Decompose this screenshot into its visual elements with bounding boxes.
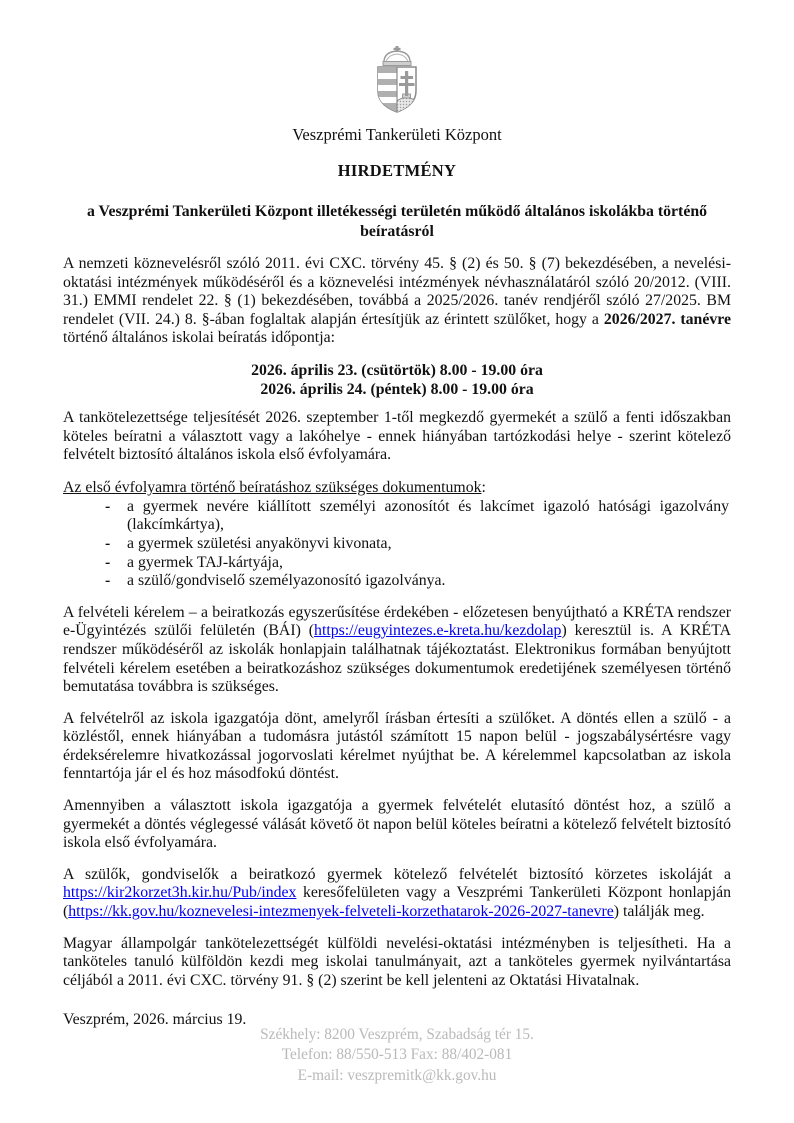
paragraph-kreta [63, 604, 731, 697]
paragraph-districts [63, 866, 731, 922]
hyperlink[interactable]: https://kk.gov.hu/koznevelesi-intezmenyek-felveteli-korzethatarok-2026-2027-tanevre [68, 903, 614, 921]
list-item-text: a szülő/gondviselő személyazonosító igazolványa. [127, 572, 446, 590]
hungarian-coat-of-arms-icon [366, 101, 428, 118]
dash-bullet: - [105, 572, 111, 590]
text-segment: A nemzeti köznevelésről szóló 2011. évi CXC. törvény 45. § (2) és 50. § (7) bekezdésében, a nevelési-oktatási intézmények működéséről és a köznevelési intézmények névhasználatáról szóló 20/2012. (VIII. 31.) EMMI rendelet 22. § (1) bekezdésében, továbbá a 2025/2026. tanév rendjéről szóló 27/2025. BM rendelet (VII. 24.) 8. §-ában foglaltak alapján értesítjük az érintett szülőket, hogy a [63, 255, 731, 328]
hyperlink[interactable]: https://kir2korzet3h.kir.hu/Pub/index [63, 884, 297, 902]
header-crest [63, 46, 731, 119]
list-item-text: a gyermek születési anyakönyvi kivonata, [127, 534, 392, 552]
list-item [63, 498, 731, 535]
paragraph-foreign: Magyar állampolgár tankötelezettségét külföldi nevelési-oktatási intézményben is teljesítheti. Ha a tanköteles tanuló külföldön kezdi meg iskolai tanulmányait, azt a tanköteles gyermek nyilvántartása céljából a 2011. évi CXC. törvény 91. § (2) szerint be kell jelenteni az Oktatási Hivatalnak. [63, 934, 731, 989]
text-segment: történő általános iskolai beíratás időpontja: [63, 329, 335, 347]
documents-heading-colon: : [481, 478, 486, 496]
doc-subtitle: a Veszprémi Tankerületi Központ illetékességi területén működő általános iskolákba történő beíratásról [86, 203, 708, 240]
text-segment: A szülők, gondviselők a beiratkozó gyermek kötelező felvételét biztosító körzetes iskoláját a [63, 865, 731, 883]
enrollment-dates [63, 361, 731, 400]
enrollment-date-1: 2026. április 23. (csütörtök) 8.00 - 19.00 óra [251, 361, 543, 379]
hyperlink[interactable]: https://eugyintezes.e-kreta.hu/kezdolap [314, 622, 562, 640]
documents-heading-text: Az első évfolyamra történő beíratáshoz szükséges dokumentumok [63, 478, 482, 496]
list-item [63, 535, 731, 554]
paragraph-rejection: Amennyiben a választott iskola igazgatója a gyermek felvételét elutasító döntést hoz, a szülő a gyermekét a döntés véglegessé válását követő öt napon belül köteles beíratni a kötelező felvételt biztosító iskola első évfolyamára. [63, 797, 731, 852]
text-segment: keresőfelületen vagy a Veszprémi Tankerületi Központ honlapján ( [63, 884, 731, 921]
text-segment: 2026/2027. tanévre [603, 310, 731, 328]
signature-date-line: Veszprém, 2026. március 19. [63, 1011, 247, 1029]
paragraph-decision: A felvételről az iskola igazgatója dönt, amelyről írásban értesíti a szülőket. A döntés ellen a szülő - a közléstől, ennek hiányában a tudomásra jutástól számított 15 napon belül - jogszabálysértésre vagy érdeksérelemre hivatkozással jogorvoslati kérelmet nyújthat be. A kérelemmel kapcsolatban az iskola fenntartója jár el és hoz másodfokú döntést. [63, 709, 731, 783]
list-item [63, 554, 731, 573]
footer-email: E-mail: veszpremitk@kk.gov.hu [297, 1066, 497, 1084]
dash-bullet: - [105, 497, 111, 515]
list-item-text: a gyermek TAJ-kártyája, [127, 553, 283, 571]
page-footer [0, 1025, 794, 1087]
footer-address: Székhely: 8200 Veszprém, Szabadság tér 15. [260, 1025, 534, 1043]
documents-list [63, 498, 731, 591]
enrollment-date-2: 2026. április 24. (péntek) 8.00 - 19.00 óra [260, 381, 534, 399]
footer-phone-fax: Telefon: 88/550-513 Fax: 88/402-081 [281, 1046, 513, 1063]
org-name: Veszprémi Tankerületi Központ [292, 125, 502, 144]
dash-bullet: - [105, 534, 111, 552]
text-segment: ) találják meg. [613, 903, 705, 921]
text-segment: ) keresztül is. A KRÉTA rendszer működéséről az iskolák honlapjain találhatnak tájékoztatást. Elektronikus formában benyújtott felvételi kérelem esetében a beiratkozáshoz szükséges dokumentumok eredetijének személyesen történő bemutatása továbbra is szükséges. [63, 622, 731, 696]
paragraph-intro [63, 255, 731, 348]
text-segment: A felvételi kérelem – a beiratkozás egyszerűsítése érdekében - előzetesen benyújtható a KRÉTA rendszer e-Ügyintézés szülői felületén (BÁI) ( [63, 603, 731, 640]
dash-bullet: - [105, 553, 111, 571]
list-item-text: a gyermek nevére kiállított személyi azonosítót és lakcímet igazoló hatósági igazolvány (lakcímkártya), [127, 497, 729, 534]
list-item [63, 572, 731, 591]
documents-heading [63, 478, 731, 497]
paragraph-obligation: A tankötelezettsége teljesítését 2026. szeptember 1-től megkezdő gyermekét a szülő a fenti időszakban köteles beíratni a választott vagy a lakóhelye - ennek hiányában tartózkodási helye - szerint kötelező felvételt biztosító általános iskola első évfolyamára. [63, 408, 731, 464]
doc-title: HIRDETMÉNY [337, 161, 457, 180]
